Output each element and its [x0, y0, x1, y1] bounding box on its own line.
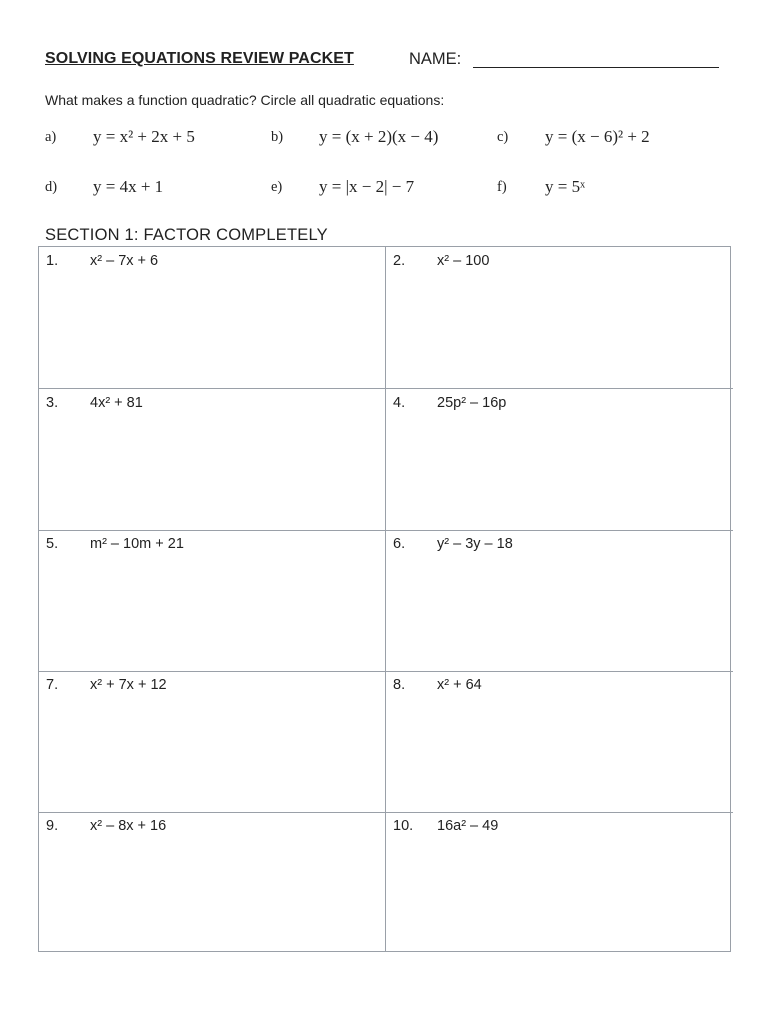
problem-number: 9. [46, 818, 59, 834]
problem-number: 7. [46, 677, 59, 693]
equation-letter: f) [497, 179, 507, 195]
page-header [45, 48, 725, 72]
problem-number: 4. [393, 395, 406, 411]
problem-expression: x² – 100 [437, 253, 490, 269]
problem-grid [38, 246, 731, 952]
problem-cell[interactable] [386, 389, 733, 531]
equation-letter: b) [271, 129, 284, 145]
problem-number: 5. [46, 536, 59, 552]
problem-cell[interactable] [386, 247, 733, 389]
problem-expression: m² – 10m + 21 [90, 536, 184, 552]
problem-expression: x² + 7x + 12 [90, 677, 167, 693]
problem-cell[interactable] [39, 389, 386, 531]
equation-c[interactable] [497, 127, 707, 149]
equation-a[interactable] [45, 127, 245, 149]
problem-cell[interactable] [386, 812, 733, 951]
problem-number: 2. [393, 253, 406, 269]
equation-expression: y = 5ˣ [545, 177, 586, 196]
problem-number: 6. [393, 536, 406, 552]
problem-cell[interactable] [39, 812, 386, 951]
problem-cell[interactable] [386, 530, 733, 672]
problem-expression: 16a² – 49 [437, 818, 499, 834]
name-label: NAME: [409, 50, 462, 68]
equation-expression: y = (x + 2)(x − 4) [319, 127, 439, 146]
problem-cell[interactable] [386, 671, 733, 813]
equation-b[interactable] [271, 127, 471, 149]
problem-cell[interactable] [39, 671, 386, 813]
problem-expression: x² + 64 [437, 677, 482, 693]
equation-expression: y = (x − 6)² + 2 [545, 127, 650, 146]
page-title: SOLVING EQUATIONS REVIEW PACKET [45, 50, 354, 67]
problem-expression: x² – 7x + 6 [90, 253, 159, 269]
equation-expression: y = |x − 2| − 7 [319, 177, 415, 196]
problem-cell[interactable] [39, 247, 386, 389]
problem-expression: 4x² + 81 [90, 395, 143, 411]
equation-letter: c) [497, 129, 509, 145]
problem-number: 10. [393, 818, 414, 834]
equation-expression: y = x² + 2x + 5 [93, 127, 195, 146]
equation-f[interactable] [497, 177, 697, 199]
problem-expression: 25p² – 16p [437, 395, 507, 411]
equation-letter: a) [45, 129, 57, 145]
equation-d[interactable] [45, 177, 245, 199]
name-field-line[interactable] [473, 67, 719, 68]
problem-number: 1. [46, 253, 59, 269]
problem-number: 8. [393, 677, 406, 693]
section-title: SECTION 1: FACTOR COMPLETELY [45, 226, 328, 244]
equation-expression: y = 4x + 1 [93, 177, 164, 196]
equation-e[interactable] [271, 177, 471, 199]
equation-letter: e) [271, 179, 283, 195]
problem-expression: y² – 3y – 18 [437, 536, 513, 552]
problem-expression: x² – 8x + 16 [90, 818, 167, 834]
equation-letter: d) [45, 179, 58, 195]
problem-cell[interactable] [39, 530, 386, 672]
quadratic-prompt: What makes a function quadratic? Circle all quadratic equations: [45, 92, 445, 108]
problem-number: 3. [46, 395, 59, 411]
